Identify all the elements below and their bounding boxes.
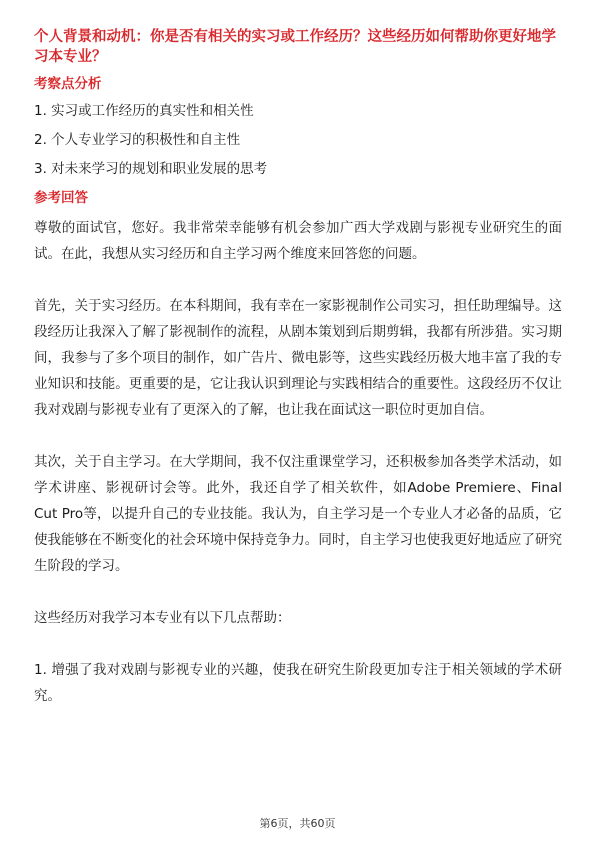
paragraph-spacer [34,267,562,293]
page-number-footer: 第6页，共60页 [259,817,336,830]
analysis-point-2: 2. 个人专业学习的积极性和自主性 [34,132,241,148]
paragraph-spacer [34,631,562,657]
answer-paragraph-greeting: 尊敬的面试官，您好。我非常荣幸能够有机会参加广西大学戏剧与影视专业研究生的面试。在此，我想从实习经历和自主学习两个维度来回答您的问题。 [34,220,562,262]
analysis-point-1: 1. 实习或工作经历的真实性和相关性 [34,103,254,119]
analysis-point-3: 3. 对未来学习的规划和职业发展的思考 [34,161,268,177]
analysis-title: 考察点分析 [34,76,102,92]
answer-paragraph-self-study: 其次，关于自主学习。在大学期间，我不仅注重课堂学习，还积极参加各类学术活动，如学术讲座、影视研讨会等。此外，我还自学了相关软件，如Adobe Premiere、Final Cut Pro等，以提升自己的专业技能。我认为，自主学习是一个专业人才必备的品质，它使我能够在不断变化的社会环境中保持竞争力。同时，自主学习也使我更好地适应了研究生阶段的学习。 [34,454,562,574]
answer-paragraph-help-intro: 这些经历对我学习本专业有以下几点帮助： [34,610,291,626]
paragraph-spacer [34,579,562,605]
answer-title: 参考回答 [34,190,88,206]
answer-paragraph-help-1: 1. 增强了我对戏剧与影视专业的兴趣，使我在研究生阶段更加专注于相关领域的学术研究。 [34,662,562,704]
question-heading: 个人背景和动机：你是否有相关的实习或工作经历？这些经历如何帮助你更好地学习本专业？ [34,29,556,65]
analysis-points [34,101,562,179]
answer-paragraph-internship: 首先，关于实习经历。在本科期间，我有幸在一家影视制作公司实习，担任助理编导。这段经历让我深入了解了影视制作的流程，从剧本策划到后期剪辑，我都有所涉猎。实习期间，我参与了多个项目的制作，如广告片、微电影等，这些实践经历极大地丰富了我的专业知识和技能。更重要的是，它让我认识到理论与实践相结合的重要性。这段经历不仅让我对戏剧与影视专业有了更深入的了解，也让我在面试这一职位时更加自信。 [34,298,562,418]
paragraph-spacer [34,423,562,449]
document-page [34,27,562,709]
